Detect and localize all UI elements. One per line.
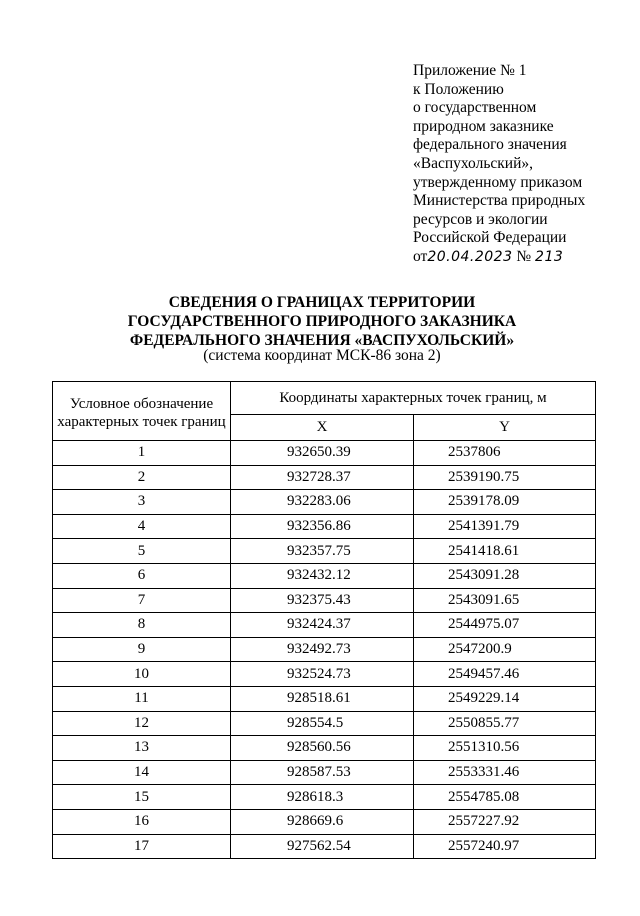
appendix-line: Министерства природных	[413, 192, 586, 210]
point-number-cell: 12	[53, 711, 231, 736]
appendix-line: природном заказнике	[413, 117, 554, 135]
point-number-cell: 6	[53, 563, 231, 588]
header-y: Y	[414, 415, 596, 441]
appendix-line: федерального значения	[413, 136, 567, 154]
x-coordinate-cell: 928618.3	[231, 785, 414, 810]
coordinate-system-subtitle: (система координат МСК-86 зона 2)	[203, 347, 441, 364]
y-coordinate-cell: 2557227.92	[414, 809, 596, 834]
appendix-date-line	[413, 248, 628, 267]
point-number-cell: 1	[53, 441, 231, 466]
coordinates-table	[52, 381, 596, 859]
appendix-line: Российской Федерации	[413, 229, 567, 247]
table-row	[53, 834, 596, 859]
x-coordinate-cell: 932357.75	[231, 539, 414, 564]
table-body	[53, 441, 596, 859]
point-number-cell: 17	[53, 834, 231, 859]
table-row	[53, 760, 596, 785]
x-coordinate-cell: 932356.86	[231, 514, 414, 539]
y-coordinate-cell: 2549229.14	[414, 686, 596, 711]
point-number-cell: 3	[53, 490, 231, 515]
x-coordinate-cell: 932283.06	[231, 490, 414, 515]
table-row	[53, 686, 596, 711]
table-row	[53, 637, 596, 662]
title-line: СВЕДЕНИЯ О ГРАНИЦАХ ТЕРРИТОРИИ	[168, 294, 476, 311]
x-coordinate-cell: 932492.73	[231, 637, 414, 662]
point-number-cell: 9	[53, 637, 231, 662]
table-row	[53, 490, 596, 515]
y-coordinate-cell: 2539178.09	[414, 490, 596, 515]
x-coordinate-cell: 928518.61	[231, 686, 414, 711]
table-row	[53, 441, 596, 466]
table-row	[53, 465, 596, 490]
appendix-line: о государственном	[413, 99, 537, 117]
y-coordinate-cell: 2550855.77	[414, 711, 596, 736]
number-prefix: №	[512, 247, 536, 265]
point-number-cell: 10	[53, 662, 231, 687]
y-coordinate-cell: 2539190.75	[414, 465, 596, 490]
y-coordinate-cell: 2557240.97	[414, 834, 596, 859]
appendix-line: Приложение № 1	[413, 62, 527, 79]
title-line: ФЕДЕРАЛЬНОГО ЗНАЧЕНИЯ «ВАСПУХОЛЬСКИЙ»	[129, 332, 515, 349]
table-row	[53, 711, 596, 736]
table-row	[53, 514, 596, 539]
point-number-cell: 15	[53, 785, 231, 810]
table-row	[53, 809, 596, 834]
date-prefix: от	[413, 247, 428, 265]
appendix-block	[413, 62, 628, 267]
table-row	[53, 563, 596, 588]
table-row	[53, 785, 596, 810]
point-number-cell: 8	[53, 613, 231, 638]
y-coordinate-cell: 2553331.46	[414, 760, 596, 785]
x-coordinate-cell: 932728.37	[231, 465, 414, 490]
x-coordinate-cell: 932650.39	[231, 441, 414, 466]
title-line: ГОСУДАРСТВЕННОГО ПРИРОДНОГО ЗАКАЗНИКА	[127, 313, 517, 330]
appendix-line: ресурсов и экологии	[413, 210, 548, 228]
handwritten-number: 213	[535, 248, 564, 265]
appendix-line: к Положению	[413, 80, 504, 98]
point-number-cell: 5	[53, 539, 231, 564]
table-row	[53, 736, 596, 761]
table-row	[53, 588, 596, 613]
x-coordinate-cell: 928587.53	[231, 760, 414, 785]
handwritten-date: 20.04.2023	[427, 248, 513, 265]
y-coordinate-cell: 2549457.46	[414, 662, 596, 687]
x-coordinate-cell: 932424.37	[231, 613, 414, 638]
table-row	[53, 539, 596, 564]
point-number-cell: 14	[53, 760, 231, 785]
table-row	[53, 662, 596, 687]
y-coordinate-cell: 2547200.9	[414, 637, 596, 662]
point-number-cell: 13	[53, 736, 231, 761]
point-number-cell: 2	[53, 465, 231, 490]
header-point-designation: Условное обозначение характерных точек границ	[53, 382, 231, 441]
point-number-cell: 16	[53, 809, 231, 834]
document-title	[60, 293, 584, 350]
x-coordinate-cell: 928554.5	[231, 711, 414, 736]
x-coordinate-cell: 928669.6	[231, 809, 414, 834]
y-coordinate-cell: 2541418.61	[414, 539, 596, 564]
x-coordinate-cell: 928560.56	[231, 736, 414, 761]
header-coordinates: Координаты характерных точек границ, м	[231, 382, 596, 415]
appendix-line: «Васпухольский»,	[413, 154, 534, 172]
header-x: X	[231, 415, 414, 441]
x-coordinate-cell: 932432.12	[231, 563, 414, 588]
y-coordinate-cell: 2544975.07	[414, 613, 596, 638]
point-number-cell: 11	[53, 686, 231, 711]
table-row	[53, 613, 596, 638]
appendix-line: утвержденному приказом	[413, 173, 583, 191]
y-coordinate-cell: 2551310.56	[414, 736, 596, 761]
y-coordinate-cell: 2554785.08	[414, 785, 596, 810]
point-number-cell: 4	[53, 514, 231, 539]
x-coordinate-cell: 927562.54	[231, 834, 414, 859]
y-coordinate-cell: 2543091.65	[414, 588, 596, 613]
y-coordinate-cell: 2543091.28	[414, 563, 596, 588]
x-coordinate-cell: 932375.43	[231, 588, 414, 613]
y-coordinate-cell: 2537806	[414, 441, 596, 466]
x-coordinate-cell: 932524.73	[231, 662, 414, 687]
point-number-cell: 7	[53, 588, 231, 613]
y-coordinate-cell: 2541391.79	[414, 514, 596, 539]
